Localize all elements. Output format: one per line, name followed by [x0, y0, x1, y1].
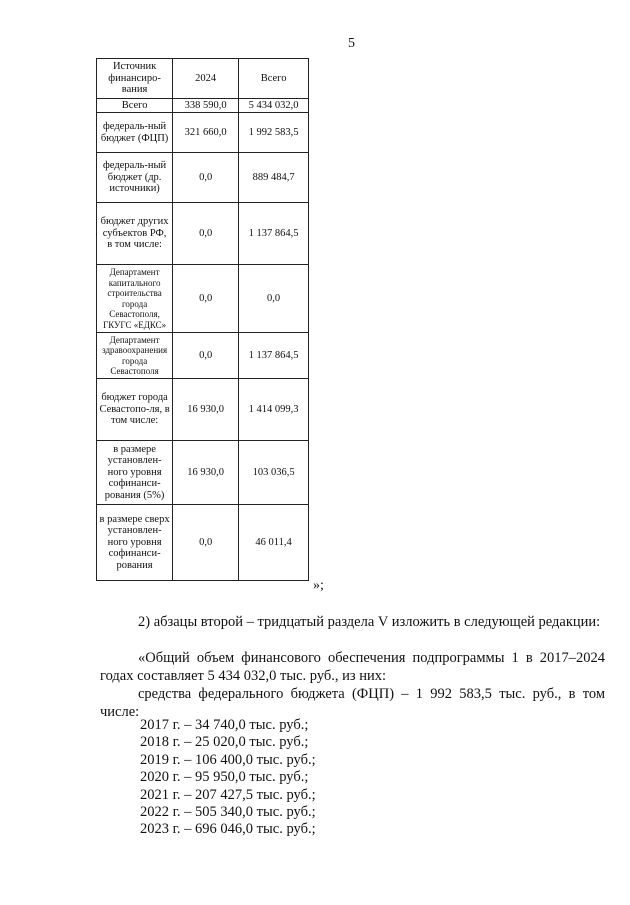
- table-row: [97, 99, 309, 113]
- cell-2024: 16 930,0: [173, 379, 239, 441]
- cell-source: федераль-ный бюджет (др. источники): [97, 153, 173, 203]
- year-line: 2022 г. – 505 340,0 тыс. руб.;: [140, 804, 316, 821]
- year-line: 2023 г. – 696 046,0 тыс. руб.;: [140, 821, 316, 838]
- cell-source: в размере сверх установлен-ного уровня софинанси-рования: [97, 505, 173, 581]
- financing-table: [96, 58, 309, 581]
- years-list: [140, 717, 316, 839]
- header-source: Источник финансиро-вания: [97, 59, 173, 99]
- year-line: 2020 г. – 95 950,0 тыс. руб.;: [140, 769, 309, 786]
- cell-2024: 0,0: [173, 203, 239, 265]
- header-total: Всего: [239, 59, 309, 99]
- cell-2024: 0,0: [173, 265, 239, 333]
- cell-total: 5 434 032,0: [239, 99, 309, 113]
- table-header-row: [97, 59, 309, 99]
- cell-total: 46 011,4: [239, 505, 309, 581]
- cell-total: 1 414 099,3: [239, 379, 309, 441]
- cell-source: Департамент здравоохранения города Севастополя: [97, 333, 173, 379]
- table-row: [97, 441, 309, 505]
- table-row: [97, 505, 309, 581]
- cell-2024: 0,0: [173, 153, 239, 203]
- table-row: [97, 203, 309, 265]
- cell-source: бюджет других субъектов РФ, в том числе:: [97, 203, 173, 265]
- cell-source: федераль-ный бюджет (ФЦП): [97, 113, 173, 153]
- cell-source: бюджет города Севастопо-ля, в том числе:: [97, 379, 173, 441]
- table-row: [97, 265, 309, 333]
- cell-total: 889 484,7: [239, 153, 309, 203]
- cell-total: 103 036,5: [239, 441, 309, 505]
- paragraph-total-volume: «Общий объем финансового обеспечения подпрограммы 1 в 2017–2024 годах составляет 5 434 032,0 тыс. руб., из них:: [100, 650, 605, 684]
- cell-2024: 16 930,0: [173, 441, 239, 505]
- page-number: 5: [348, 36, 355, 51]
- year-line: 2017 г. – 34 740,0 тыс. руб.;: [140, 717, 309, 733]
- cell-2024: 321 660,0: [173, 113, 239, 153]
- cell-total: 1 137 864,5: [239, 203, 309, 265]
- paragraph-federal-budget: средства федерального бюджета (ФЦП) – 1 992 583,5 тыс. руб., в том числе:: [100, 686, 605, 720]
- table-row: [97, 153, 309, 203]
- year-line: 2019 г. – 106 400,0 тыс. руб.;: [140, 751, 316, 768]
- year-line: 2018 г. – 25 020,0 тыс. руб.;: [140, 734, 309, 751]
- table-row: [97, 113, 309, 153]
- cell-2024: 0,0: [173, 333, 239, 379]
- cell-2024: 338 590,0: [173, 99, 239, 113]
- cell-source: в размере установлен-ного уровня софинанси-рования (5%): [97, 441, 173, 505]
- cell-2024: 0,0: [173, 505, 239, 581]
- header-2024: 2024: [173, 59, 239, 99]
- paragraph-amendment: 2) абзацы второй – тридцатый раздела V изложить в следующей редакции:: [138, 614, 601, 630]
- cell-source: Департамент капитального строительства города Севастополя, ГКУГС «ЕДКС»: [97, 265, 173, 333]
- closing-quote: »;: [313, 578, 324, 593]
- cell-total: 1 992 583,5: [239, 113, 309, 153]
- table-row: [97, 379, 309, 441]
- cell-total: 1 137 864,5: [239, 333, 309, 379]
- table-row: [97, 333, 309, 379]
- financing-table-body: [97, 59, 309, 581]
- cell-total: 0,0: [239, 265, 309, 333]
- cell-source: Всего: [97, 99, 173, 113]
- year-line: 2021 г. – 207 427,5 тыс. руб.;: [140, 786, 316, 803]
